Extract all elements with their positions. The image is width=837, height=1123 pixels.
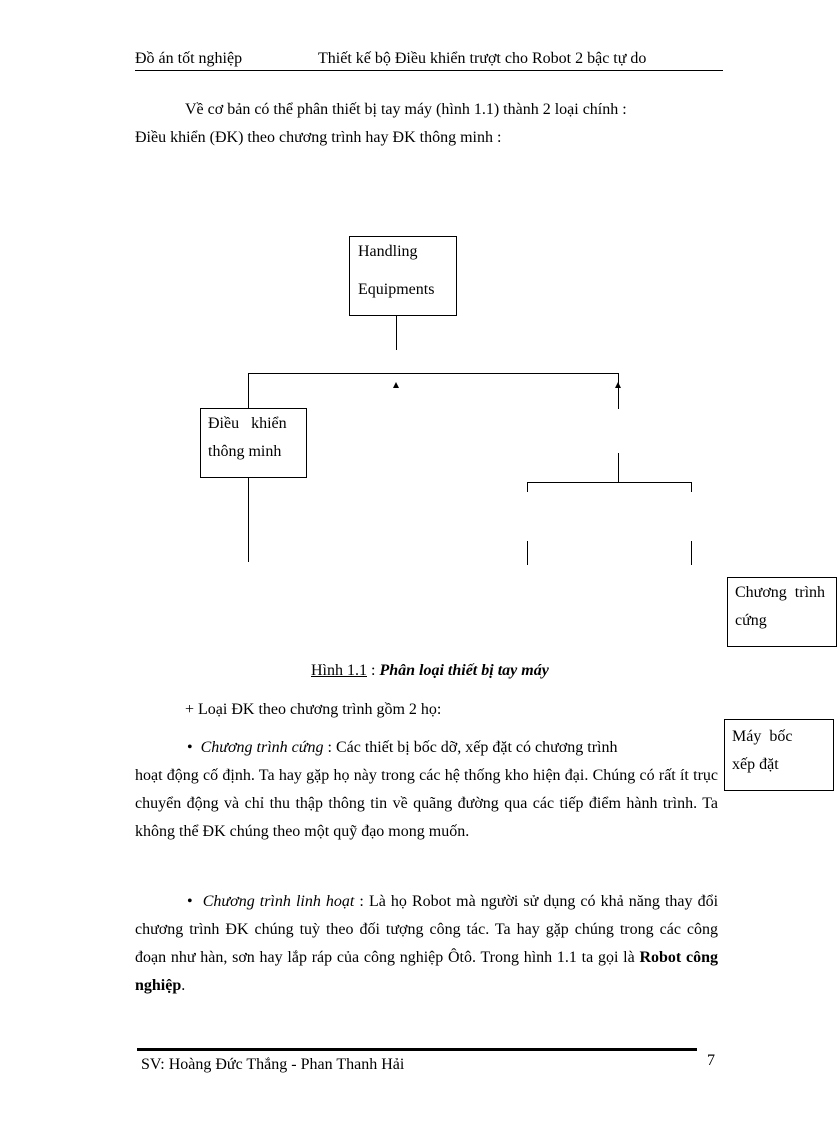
box-chuong-trinh-cung [727, 577, 837, 647]
box-loader-line-2: xếp đặt [732, 756, 779, 773]
page-number: 7 [707, 1052, 715, 1069]
bullet1-term: Chương trình cứng [200, 739, 324, 756]
bullet-hard-program [135, 734, 718, 846]
tick-left-upper [527, 482, 528, 492]
bullet2-text: : Là họ Robot mà người sử dụng có khả năng thay đổi chương trình ĐK chúng tuỳ theo đối tượng công tác. Ta hay gặp chúng trong các công đoạn như hàn, sơn hay lắp ráp của công nghiệp Ôtô. Trong hình 1.1 ta gọi là [135, 893, 719, 966]
tick-right-upper [691, 482, 692, 492]
connector-right-branch [618, 373, 619, 409]
connector-root-down [396, 316, 397, 350]
connector-smart-down [248, 478, 249, 562]
header-left: Đồ án tốt nghiệp [135, 50, 243, 67]
header-right: Thiết kế bộ Điều khiển trượt cho Robot 2 bậc tự do [318, 50, 647, 67]
section-lead: + Loại ĐK theo chương trình gồm 2 họ: [185, 701, 442, 718]
connector-main-horizontal [248, 373, 619, 374]
tick-right-lower [691, 541, 692, 565]
bullet2-end: . [181, 977, 186, 994]
box-may-boc-xep-dat [724, 719, 834, 791]
bullet1-rest: hoạt động cố định. Ta hay gặp họ này trong các hệ thống kho hiện đại. Chúng có rất ít trục chuyển động và chỉ thu thập thông tin về quãng đường qua các tiếp điểm hành trình. Ta không thể ĐK chúng theo một quỹ đạo mong muốn. [135, 767, 718, 840]
bullet2-term: Chương trình linh hoạt [202, 893, 355, 910]
bullet-dot-2: • [187, 893, 203, 910]
footer-rule [137, 1048, 697, 1051]
bullet-flexible-program [135, 888, 718, 1000]
caption-label: Hình 1.1 [311, 662, 367, 679]
bullet1-line1: : Các thiết bị bốc dỡ, xếp đặt có chương trình [323, 739, 618, 756]
arrow-up-center [393, 382, 399, 388]
connector-right-sub-horizontal [527, 482, 692, 483]
intro-line-2: Điều khiển (ĐK) theo chương trình hay ĐK thông minh : [135, 129, 502, 146]
connector-left-branch [248, 373, 249, 408]
caption-separator: : [367, 662, 380, 679]
bullet2-bold: Robot công nghiệp [135, 949, 718, 994]
tick-left-lower [527, 541, 528, 565]
intro-line-1: Về cơ bản có thể phân thiết bị tay máy (hình 1.1) thành 2 loại chính : [185, 101, 627, 118]
header-rule [135, 70, 723, 71]
connector-right-sub-down [618, 453, 619, 482]
box-handling-line-2: Equipments [358, 281, 435, 298]
caption-title: Phân loại thiết bị tay máy [379, 662, 549, 679]
bullet-dot-1: • [187, 739, 201, 756]
box-smart-line-1: Điều khiển [208, 415, 287, 432]
box-dieu-khien-thong-minh [200, 408, 307, 478]
footer-authors: SV: Hoàng Đức Thắng - Phan Thanh Hải [141, 1056, 405, 1073]
box-hard-line-1: Chương trình [735, 584, 826, 601]
figure-caption [311, 662, 549, 680]
box-handling-equipments [349, 236, 457, 316]
box-smart-line-2: thông minh [208, 443, 282, 460]
box-loader-line-1: Máy bốc [732, 728, 793, 745]
box-handling-line-1: Handling [358, 243, 418, 260]
box-hard-line-2: cứng [735, 612, 767, 629]
